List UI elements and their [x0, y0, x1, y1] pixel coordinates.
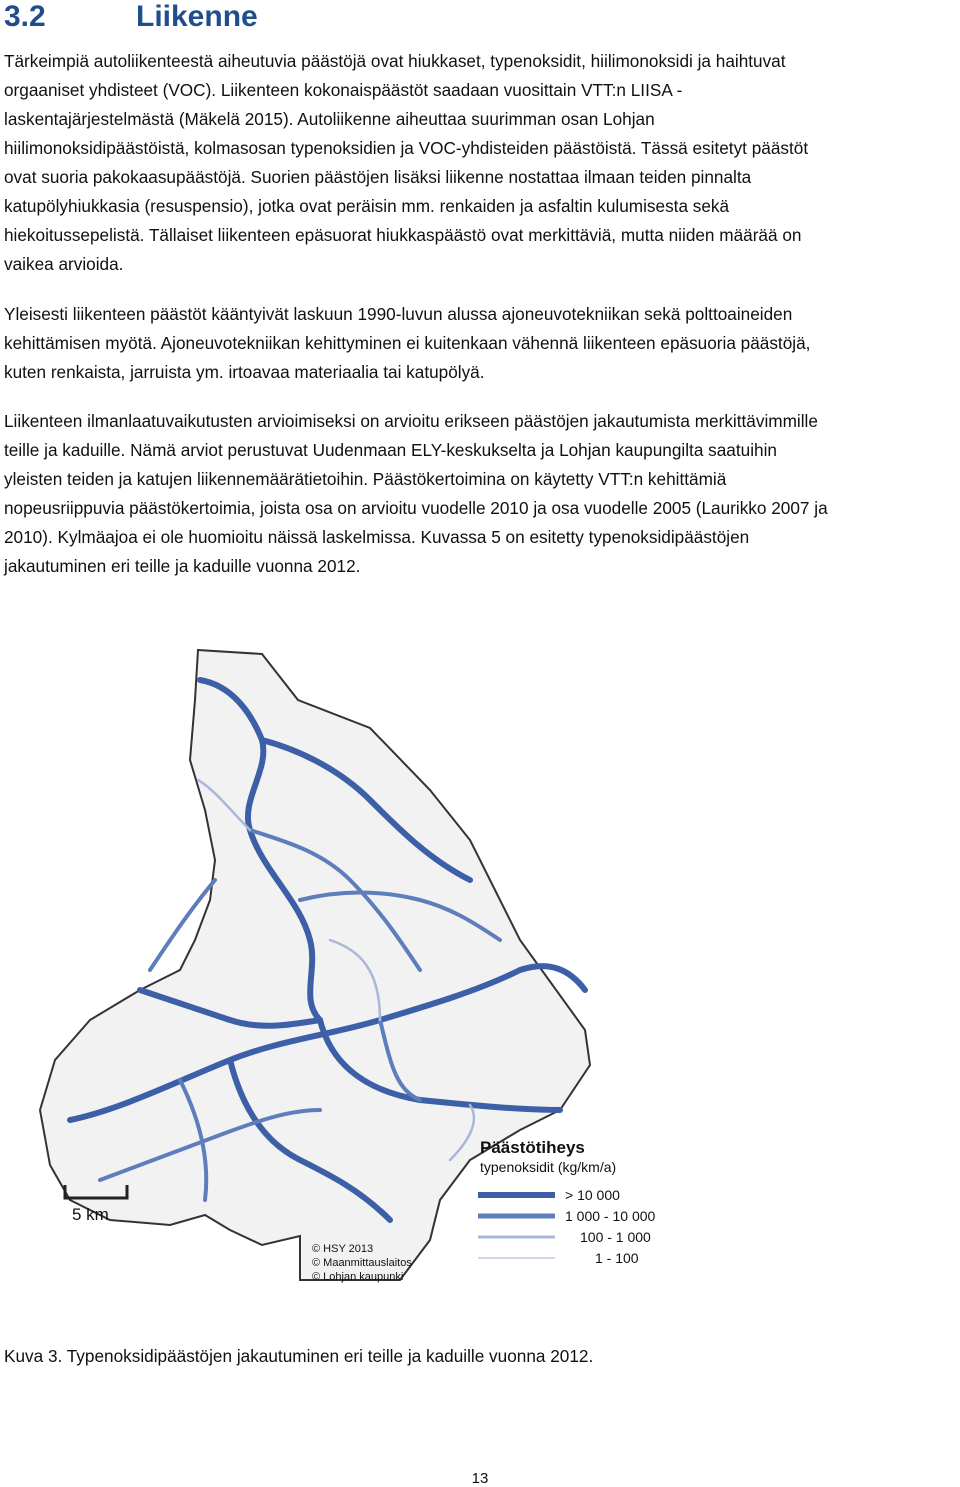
scale-label: 5 km — [72, 1205, 109, 1224]
text-line: teille ja kaduille. Nämä arviot perustuvat Uudenmaan ELY-keskukselta ja Lohjan kaupungilta saatuihin — [4, 440, 777, 460]
text-line: laskentajärjestelmästä (Mäkelä 2015). Autoliikenne aiheuttaa suurimman osan Lohjan — [4, 109, 655, 129]
text-line: hiilimonoksidipäästöistä, kolmasosan typenoksidien ja VOC-yhdisteiden päästöistä. Tässä esitetyt päästöt — [4, 138, 809, 158]
text-line: Tärkeimpiä autoliikenteestä aiheutuvia päästöjä ovat hiukkaset, typenoksidit, hiilimonoksidi ja haihtuvat — [4, 51, 786, 71]
text-line: vaikea arvioida. — [4, 254, 124, 274]
text-line: katupölyhiukkasia (resuspensio), jotka ovat peräisin mm. renkaiden ja asfaltin kulumisesta sekä — [4, 196, 730, 216]
map-legend — [478, 1138, 656, 1266]
emission-map-figure — [0, 640, 960, 1290]
emission-map — [0, 640, 960, 1290]
legend-title: Päästötiheys — [480, 1138, 585, 1157]
copyright-line: © Maanmittauslaitos — [312, 1257, 412, 1269]
text-line: Liikenteen ilmanlaatuvaikutusten arvioimiseksi on arvioitu erikseen päästöjen jakautumista merkittävimmille — [4, 411, 818, 431]
text-line: hiekoitussepelistä. Tällaiset liikenteen epäsuorat hiukkaspäästö ovat merkittäviä, mutta niiden määrää on — [4, 225, 802, 245]
text-line: ovat suoria pakokaasupäästöjä. Suorien päästöjen lisäksi liikenne nostattaa ilmaan teiden pinnalta — [4, 167, 752, 187]
copyright-line: © HSY 2013 — [312, 1243, 374, 1255]
legend-label: 1 - 100 — [595, 1250, 639, 1266]
copyright-line: © Lohjan kaupunki — [312, 1271, 404, 1283]
text-line: Yleisesti liikenteen päästöt kääntyivät laskuun 1990-luvun alussa ajoneuvotekniikan sekä polttoaineiden — [4, 304, 793, 324]
paragraph-3 — [4, 407, 956, 581]
section-number: 3.2 — [4, 0, 46, 33]
text-line: jakautuminen eri teille ja kaduille vuonna 2012. — [4, 556, 361, 576]
figure-caption: Kuva 3. Typenoksidipäästöjen jakautuminen eri teille ja kaduille vuonna 2012. — [4, 1346, 594, 1366]
text-line: kehittämisen myötä. Ajoneuvotekniikan kehittyminen ei kuitenkaan vähennä liikenteen epäsuoria päästöjä, — [4, 333, 811, 353]
paragraph-1 — [4, 47, 956, 279]
text-line: orgaaniset yhdisteet (VOC). Liikenteen kokonaispäästöt saadaan vuosittain VTT:n LIISA - — [4, 80, 683, 100]
legend-label: > 10 000 — [565, 1187, 620, 1203]
legend-label: 1 000 - 10 000 — [565, 1208, 656, 1224]
page-number: 13 — [471, 1470, 489, 1487]
section-title: Liikenne — [136, 0, 258, 33]
municipality-area — [40, 650, 590, 1280]
legend-subtitle: typenoksidit (kg/km/a) — [480, 1159, 617, 1175]
text-line: nopeusriippuvia päästökertoimia, joista osa on arvioitu vuodelle 2010 ja osa vuodelle 2005 (Laurikko 2007 ja — [4, 498, 828, 518]
text-line: 2010). Kylmäajoa ei ole huomioitu näissä laskelmissa. Kuvassa 5 on esitetty typenoksidipäästöjen — [4, 527, 750, 547]
section-heading — [4, 0, 258, 34]
text-line: kuten renkaista, jarruista ym. irtoavaa materiaalia tai katupölyä. — [4, 362, 485, 382]
paragraph-2 — [4, 300, 956, 387]
text-line: yleisten teiden ja katujen liikennemäärätietoihin. Päästökertoimina on käytetty VTT:n kehittämiä — [4, 469, 727, 489]
legend-label: 100 - 1 000 — [580, 1229, 651, 1245]
